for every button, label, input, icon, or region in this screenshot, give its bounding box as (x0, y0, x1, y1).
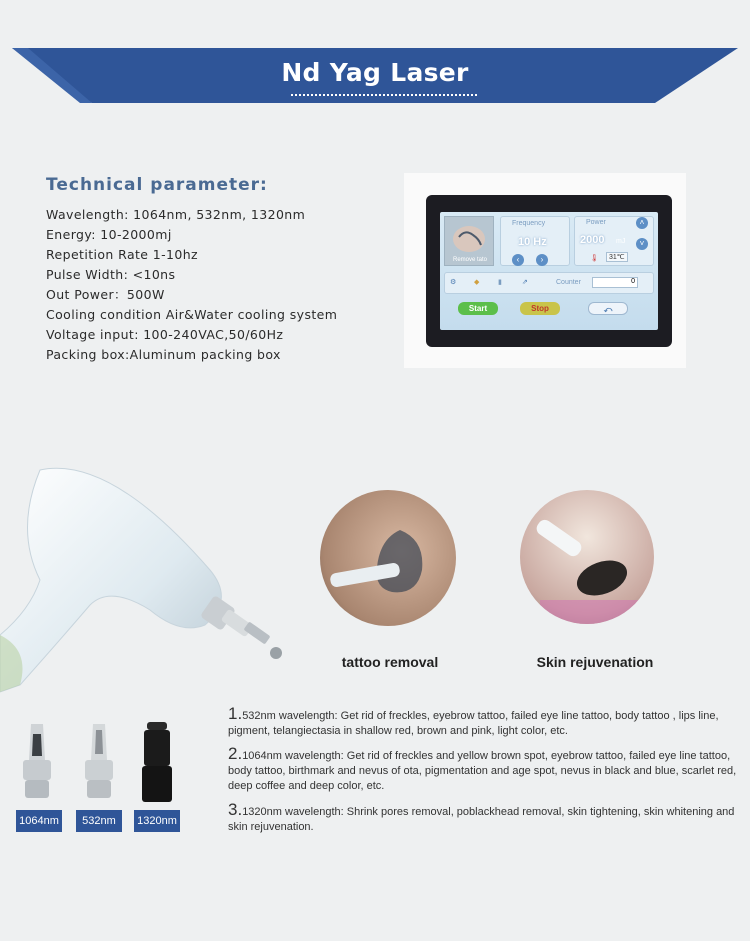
handpiece-image (0, 460, 300, 720)
tech-line: Packing box:Aluminum packing box (46, 347, 281, 362)
counter-label: Counter (556, 279, 581, 286)
power-value: 2000 (580, 234, 605, 246)
stop-button[interactable]: Stop (520, 302, 560, 315)
tattoo-icon (320, 490, 456, 626)
tech-line: Repetition Rate 1-10hz (46, 247, 199, 262)
mode-icon: ⚙ (450, 279, 457, 286)
skin-rejuvenation-caption: Skin rejuvenation (536, 654, 654, 670)
power-unit: mJ (616, 238, 626, 245)
thermometer-icon: 🌡 (590, 255, 599, 262)
treatment-thumbnail (444, 216, 494, 266)
frequency-value: 10 Hz (518, 236, 547, 248)
tech-line: Wavelength: 1064nm, 532nm, 1320nm (46, 207, 306, 222)
start-button[interactable]: Start (458, 302, 498, 315)
temperature-value: 31℃ (606, 252, 628, 262)
title-underline (291, 94, 477, 96)
thumbnail-label: Remove tato (452, 257, 488, 263)
technical-parameters (46, 175, 396, 365)
tattoo-removal-caption: tattoo removal (341, 654, 439, 670)
wavelength-text: 1064nm wavelength: Get rid of freckles and yellow brown spot, eyebrow tattoo, failed eye line tattoo, body tattoo, birthmark and nevus of ota, pigmentation and age spot, nevus in black and blue, scarlet red, deep coffee and deep color, etc. (228, 750, 737, 792)
wavelength-item (228, 746, 743, 794)
device-screen-photo (404, 173, 686, 368)
counter-value: 0 (592, 277, 638, 288)
back-button[interactable]: ⤺ (588, 302, 628, 315)
wavelength-item (228, 706, 743, 739)
frequency-down-icon[interactable]: ‹ (512, 254, 524, 266)
water-icon: ▮ (498, 279, 502, 286)
tech-line: Out Power：500W (46, 287, 165, 302)
flow-icon: ⇗ (522, 279, 528, 286)
tip-label-532nm: 532nm (76, 810, 122, 832)
power-up-icon[interactable]: ˄ (636, 217, 648, 229)
wavelength-number: 3. (228, 800, 243, 819)
arm-tattoo-icon (445, 217, 493, 257)
frequency-label: Frequency (512, 220, 546, 227)
power-down-icon[interactable]: ˅ (636, 238, 648, 250)
page-title: Nd Yag Laser (281, 58, 469, 87)
tech-line: Voltage input: 100-240VAC,50/60Hz (46, 327, 284, 342)
tattoo-removal-photo (320, 490, 456, 626)
tip-label-1064nm: 1064nm (16, 810, 62, 832)
wavelength-text: 1320nm wavelength: Shrink pores removal, poblackhead removal, skin tightening, skin whitening and skin rejuvenation. (228, 806, 735, 833)
wavelength-item (228, 802, 743, 835)
tip-532nm-image (76, 720, 122, 805)
header-banner (0, 0, 750, 110)
tip-1320nm-image (134, 720, 180, 805)
tech-line: Pulse Width: <10ns (46, 267, 176, 282)
pulse-icon: ◆ (474, 279, 480, 286)
tip-1064nm-image (14, 720, 60, 805)
tech-line: Energy: 10-2000mj (46, 227, 172, 242)
control-screen (440, 212, 658, 330)
tech-heading: Technical parameter: (46, 175, 268, 195)
face-treatment-icon (520, 490, 654, 624)
screen-bezel (426, 195, 672, 347)
wavelength-number: 1. (228, 704, 243, 723)
frequency-up-icon[interactable]: › (536, 254, 548, 266)
tip-label-1320nm: 1320nm (134, 810, 180, 832)
skin-rejuvenation-photo (520, 490, 654, 624)
wavelength-number: 2. (228, 744, 243, 763)
tech-line: Cooling condition Air&Water cooling system (46, 307, 338, 322)
wavelength-text: 532nm wavelength: Get rid of freckles, eyebrow tattoo, failed eye line tattoo, body tattoo , lips line, pigment, telangiectasia in shallow red, brown and pink, light color, etc. (228, 710, 719, 737)
power-label: Power (586, 219, 606, 226)
